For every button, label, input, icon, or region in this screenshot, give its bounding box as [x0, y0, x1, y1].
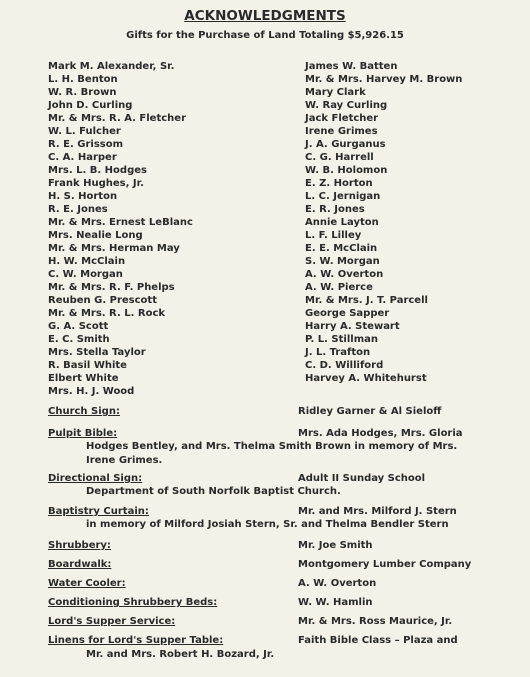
page-subtitle: Gifts for the Purchase of Land Totaling $5,926.15 [126, 30, 404, 41]
gift-donor-boardwalk: Montgomery Lumber Company [298, 559, 472, 570]
donor-name: P. L. Stillman [305, 334, 378, 345]
donor-name: C. W. Morgan [48, 269, 123, 280]
donor-name: W. Ray Curling [305, 100, 388, 111]
page-title: ACKNOWLEDGMENTS [184, 8, 346, 24]
donor-name: Mrs. Stella Taylor [48, 347, 146, 358]
gift-donor-conditioning-beds: W. W. Hamlin [298, 597, 373, 608]
donor-name: R. E. Jones [48, 204, 108, 215]
donor-name: Mary Clark [305, 87, 366, 98]
donor-name: H. S. Horton [48, 191, 118, 202]
gift-label-boardwalk: Boardwalk: [48, 559, 112, 570]
donor-name: Mrs. H. J. Wood [48, 386, 135, 397]
gift-donor-baptistry-curtain-cont: in memory of Milford Josiah Stern, Sr. and Thelma Bendler Stern [86, 519, 449, 530]
gift-donor-pulpit-bible-cont: Hodges Bentley, and Mrs. Thelma Smith Brown in memory of Mrs. [86, 441, 458, 452]
gift-label-church-sign: Church Sign: [48, 406, 120, 417]
donor-name: C. D. Williford [305, 360, 384, 371]
donor-name: A. W. Overton [305, 269, 384, 280]
gift-label-directional-sign: Directional Sign: [48, 473, 143, 484]
donor-name: E. C. Smith [48, 334, 110, 345]
donor-name: Mr. & Mrs. Ernest LeBlanc [48, 217, 193, 228]
gift-label-water-cooler: Water Cooler: [48, 578, 126, 589]
gift-label-baptistry-curtain: Baptistry Curtain: [48, 506, 149, 517]
donor-name: Jack Fletcher [305, 113, 379, 124]
donor-name: E. E. McClain [305, 243, 378, 254]
donor-name: A. W. Pierce [305, 282, 373, 293]
donor-list-left [48, 60, 193, 398]
donor-name: J. A. Gurganus [305, 139, 386, 150]
donor-name: George Sapper [305, 308, 390, 319]
donor-name: Mr. & Mrs. R. L. Rock [48, 308, 166, 319]
donor-name: James W. Batten [305, 61, 398, 72]
donor-name: L. F. Lilley [305, 230, 362, 241]
gift-donor-shrubbery: Mr. Joe Smith [298, 540, 373, 551]
gift-label-lords-supper-service: Lord's Supper Service: [48, 616, 176, 627]
donor-name: R. E. Grissom [48, 139, 124, 150]
gift-donor-directional-sign-cont: Department of South Norfolk Baptist Church. [86, 486, 341, 497]
gift-donor-linens: Faith Bible Class – Plaza and [298, 635, 458, 646]
donor-name: Harvey A. Whitehurst [305, 373, 427, 384]
gift-label-conditioning-beds: Conditioning Shrubbery Beds: [48, 597, 218, 608]
donor-name: Mr. & Mrs. R. F. Phelps [48, 282, 175, 293]
donor-name: Mr. & Mrs. R. A. Fletcher [48, 113, 187, 124]
donor-name: W. B. Holomon [305, 165, 388, 176]
donor-name: C. G. Harrell [305, 152, 374, 163]
donor-name: Mr. & Mrs. J. T. Parcell [305, 295, 428, 306]
donor-name: G. A. Scott [48, 321, 109, 332]
donor-name: Reuben G. Prescott [48, 295, 157, 306]
donor-name: H. W. McClain [48, 256, 126, 267]
donor-name: J. L. Trafton [305, 347, 371, 358]
donor-name: Irene Grimes [305, 126, 378, 137]
gift-donor-linens-cont: Mr. and Mrs. Robert H. Bozard, Jr. [86, 649, 275, 660]
gift-donor-pulpit-bible: Mrs. Ada Hodges, Mrs. Gloria [298, 428, 463, 439]
donor-name: Mr. & Mrs. Harvey M. Brown [305, 74, 463, 85]
donor-name: C. A. Harper [48, 152, 117, 163]
donor-name: L. H. Benton [48, 74, 118, 85]
donor-name: W. R. Brown [48, 87, 117, 98]
donor-name: W. L. Fulcher [48, 126, 121, 137]
donor-name: Mrs. L. B. Hodges [48, 165, 147, 176]
donor-name: R. Basil White [48, 360, 127, 371]
gift-label-pulpit-bible: Pulpit Bible: [48, 428, 118, 439]
donor-name: Mr. & Mrs. Herman May [48, 243, 180, 254]
gift-donor-pulpit-bible-cont: Irene Grimes. [86, 455, 163, 466]
donor-name: S. W. Morgan [305, 256, 380, 267]
gift-donor-water-cooler: A. W. Overton [298, 578, 377, 589]
donor-list-right [305, 60, 462, 385]
donor-name: Mrs. Nealie Long [48, 230, 143, 241]
donor-name: E. R. Jones [305, 204, 365, 215]
donor-name: E. Z. Horton [305, 178, 373, 189]
gift-donor-church-sign: Ridley Garner & Al Sieloff [298, 406, 442, 417]
donor-name: Annie Layton [305, 217, 379, 228]
donor-name: Elbert White [48, 373, 119, 384]
donor-name: John D. Curling [48, 100, 133, 111]
gift-label-shrubbery: Shrubbery: [48, 540, 111, 551]
donor-name: Harry A. Stewart [305, 321, 400, 332]
donor-name: Mark M. Alexander, Sr. [48, 61, 175, 72]
gift-label-linens: Linens for Lord's Supper Table: [48, 635, 224, 646]
donor-name: Frank Hughes, Jr. [48, 178, 144, 189]
gift-donor-directional-sign: Adult II Sunday School [298, 473, 426, 484]
gift-donor-lords-supper-service: Mr. & Mrs. Ross Maurice, Jr. [298, 616, 453, 627]
donor-name: L. C. Jernigan [305, 191, 381, 202]
gift-donor-baptistry-curtain: Mr. and Mrs. Milford J. Stern [298, 506, 457, 517]
